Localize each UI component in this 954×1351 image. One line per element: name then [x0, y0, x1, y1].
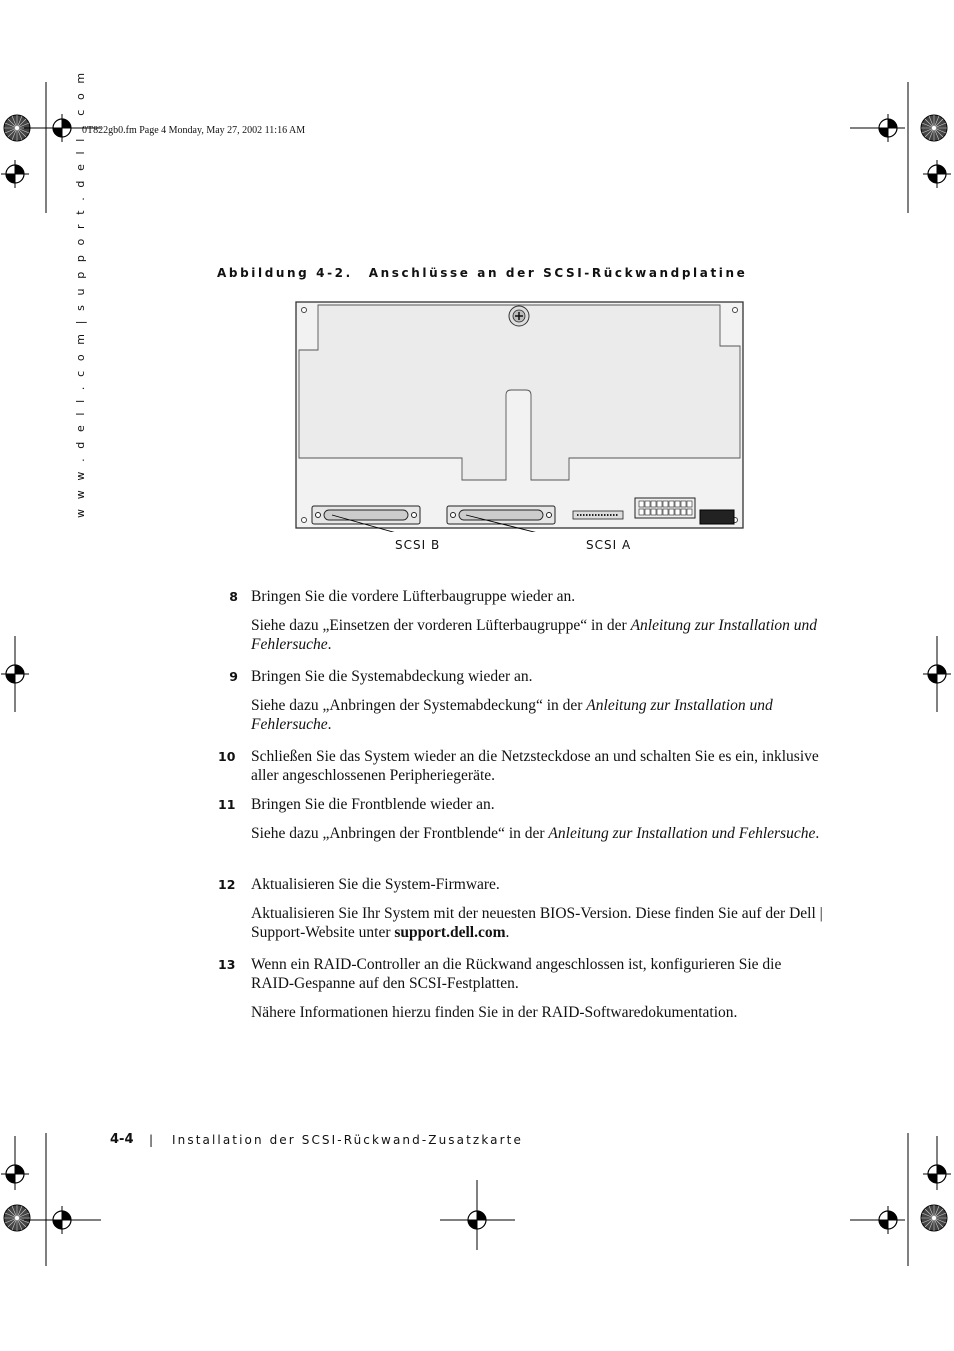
step-text: Schließen Sie das System wieder an die Netzsteckdose an und schalten Sie es ein, inklusive aller angeschlossenen Peripheriegeräte. [251, 748, 819, 784]
mount-hole-icon [302, 308, 307, 313]
step-10 [220, 747, 820, 787]
registration-cross-icon [923, 160, 951, 188]
figure-caption [217, 266, 747, 280]
callout-scsi-b: SCSI B [395, 538, 441, 552]
step-number: 12 [218, 877, 236, 892]
step-text: Bringen Sie die Frontblende wieder an. [251, 796, 495, 813]
step-text: Aktualisieren Sie die System-Firmware. [251, 876, 500, 893]
file-stamp: 0T822gb0.fm Page 4 Monday, May 27, 2002 11:16 AM [82, 125, 306, 136]
step-9-detail [251, 696, 826, 734]
manual-reference: Anleitung zur Installation und Fehlersuche [251, 617, 818, 653]
scsi-b-connector [312, 506, 420, 524]
registration-star-icon [921, 1205, 947, 1231]
step-12 [220, 875, 820, 895]
registration-star-icon [4, 1205, 30, 1231]
footer-separator: | [149, 1133, 154, 1147]
callout-scsi-a: SCSI A [586, 538, 632, 552]
detail-text: Siehe dazu „Anbringen der Frontblende“ in der [251, 825, 549, 842]
scsi-a-connector [447, 506, 555, 524]
side-url [68, 69, 90, 520]
step-number: 10 [218, 749, 236, 764]
step-11-detail [251, 824, 826, 843]
figure-title: Anschlüsse an der SCSI-Rückwandplatine [368, 266, 748, 280]
registration-cross-icon [1, 160, 29, 188]
detail-text: Siehe dazu „Anbringen der Systemabdeckung“ in der [251, 697, 587, 714]
side-url-text: w w w . d e l l . c o m | s u p p o r t . d e l l . c o m [74, 69, 87, 518]
black-connector [700, 510, 734, 524]
registration-cross-icon [1, 1160, 29, 1188]
detail-text: . [327, 636, 332, 653]
step-13 [220, 955, 820, 995]
step-text: Bringen Sie die Systemabdeckung wieder an. [251, 668, 533, 685]
detail-text: . [327, 716, 332, 733]
step-11 [220, 795, 820, 815]
detail-text: Siehe dazu „Einsetzen der vorderen Lüfterbaugruppe“ in der [251, 617, 631, 634]
support-link[interactable]: support.dell.com [394, 924, 506, 941]
step-number: 11 [218, 797, 236, 812]
step-number: 8 [229, 589, 238, 604]
backplane-illustration [294, 300, 746, 532]
chapter-title: Installation der SCSI-Rückwand-Zusatzkarte [172, 1133, 523, 1147]
step-number: 13 [218, 957, 236, 972]
step-text: Wenn ein RAID-Controller an die Rückwand angeschlossen ist, konfigurieren Sie die RAID-Gespanne auf den SCSI-Festplatten. [251, 956, 782, 992]
manual-reference: Anleitung zur Installation und Fehlersuche [251, 697, 773, 733]
step-12-detail [251, 904, 826, 942]
manual-reference: Anleitung zur Installation und Fehlersuche [548, 825, 816, 842]
step-text: Bringen Sie die vordere Lüfterbaugruppe wieder an. [251, 588, 576, 605]
power-connector [635, 498, 695, 518]
registration-cross-icon [1, 660, 29, 688]
screw-icon [509, 306, 529, 326]
step-8-detail [251, 616, 826, 654]
registration-cross-icon [923, 1160, 951, 1188]
page-number: 4-4 [110, 1132, 134, 1147]
registration-cross-icon [923, 660, 951, 688]
mount-hole-icon [302, 518, 307, 523]
jumper-header [573, 511, 623, 519]
step-13-detail: Nähere Informationen hierzu finden Sie in der RAID-Softwaredokumentation. [251, 1004, 738, 1021]
mount-hole-icon [733, 308, 738, 313]
detail-text: . [815, 825, 820, 842]
step-number: 9 [229, 669, 238, 684]
registration-star-icon [921, 115, 947, 141]
detail-text: . [505, 924, 510, 941]
step-8 [220, 587, 820, 607]
detail-text: Aktualisieren Sie Ihr System mit der neuesten BIOS-Version. Diese finden Sie auf der Dell | Support-Website unter [251, 905, 823, 941]
step-9 [220, 667, 820, 687]
figure-label: Abbildung 4-2. [217, 266, 353, 280]
